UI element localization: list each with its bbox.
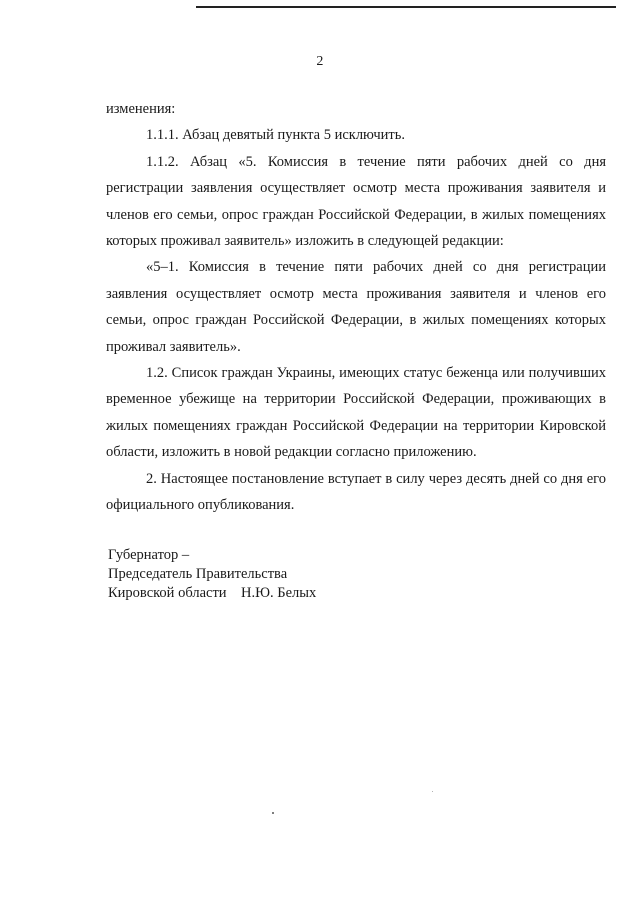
paragraph-2: 2. Настоящее постановление вступает в силу через десять дней со дня его официального опубликования. (106, 470, 606, 514)
scan-speck (432, 791, 433, 792)
page-number: 2 (316, 54, 324, 69)
scan-top-rule (196, 6, 616, 8)
document-body (106, 96, 606, 519)
paragraph-continuation: изменения: (106, 101, 176, 117)
paragraph-quoted-5-1: «5–1. Комиссия в течение пяти рабочих дней со дня регистрации заявления осуществляет осмотр места проживания заявителя и членов его семьи, опрос граждан Российской Федерации, в жилых помещениях которых проживал заявитель». (106, 259, 606, 355)
signature-name-line: Кировской области Н.Ю. Белых (108, 585, 317, 601)
paragraph-1-1-1: 1.1.1. Абзац девятый пункта 5 исключить. (146, 127, 405, 144)
signature-block (108, 546, 316, 603)
signature-position-line: Председатель Правительства (108, 566, 288, 582)
paragraph-1-1-2: 1.1.2. Абзац «5. Комиссия в течение пяти рабочих дней со дня регистрации заявления осуществляет осмотр места проживания заявителя и членов его семьи, опрос граждан Российской Федерации, в жилых помещениях которых проживал заявитель» изложить в следующей редакции: (106, 153, 606, 250)
paragraph-1-2: 1.2. Список граждан Украины, имеющих статус беженца или получивших временное убежище на территории Российской Федерации, проживающих в жилых помещениях граждан Российской Федерации на территории Кировской области, изложить в новой редакции согласно приложению. (106, 365, 606, 461)
signature-title-line: Губернатор – (108, 547, 190, 563)
scan-speck (272, 812, 274, 814)
